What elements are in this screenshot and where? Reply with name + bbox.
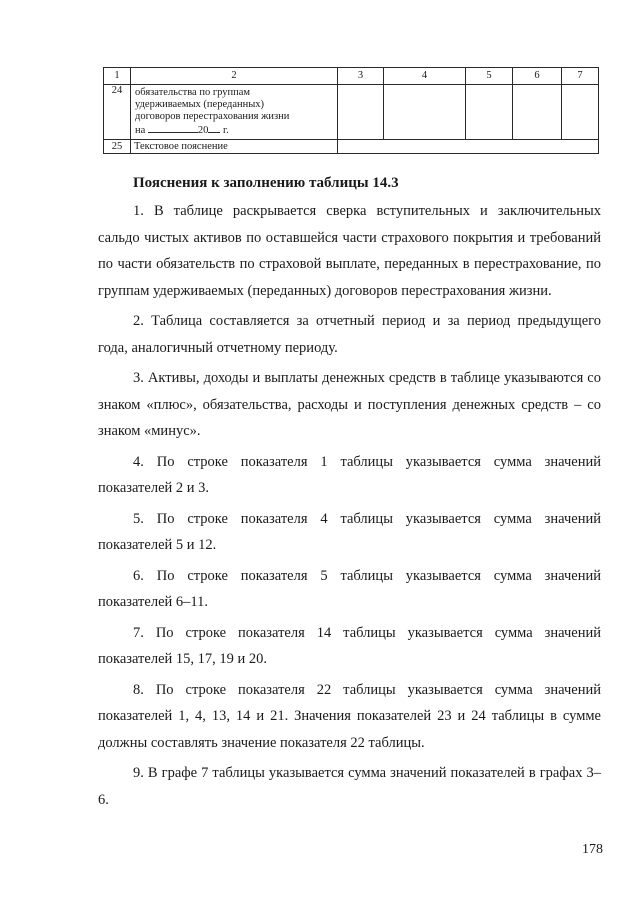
- column-header: 5: [466, 68, 513, 85]
- indicator-table: [103, 67, 599, 154]
- column-header: 7: [562, 68, 599, 85]
- table-row: [104, 85, 599, 140]
- date-line: [135, 123, 333, 137]
- value-cell: [384, 85, 466, 140]
- row-description: Текстовое пояснение: [131, 140, 338, 154]
- year-blank: [208, 123, 220, 133]
- paragraph: 8. По строке показателя 22 таблицы указывается сумма значений показателей 1, 4, 13, 14 и 21. Значения показателей 23 и 24 таблицы в сумме должны составлять значение показателя 22 таблицы.: [98, 681, 601, 751]
- paragraph: 6. По строке показателя 5 таблицы указывается сумма значений показателей 6–11.: [98, 567, 601, 610]
- column-header: 4: [384, 68, 466, 85]
- value-cell-merged: [338, 140, 599, 154]
- row-number: 24: [104, 85, 131, 140]
- value-cell: [513, 85, 562, 140]
- row-number: 25: [104, 140, 131, 154]
- date-blank: [148, 123, 198, 133]
- value-cell: [562, 85, 599, 140]
- date-year: 20: [197, 125, 209, 136]
- paragraph: 4. По строке показателя 1 таблицы указывается сумма значений показателей 2 и 3.: [98, 453, 601, 496]
- value-cell: [466, 85, 513, 140]
- date-prefix: на: [135, 125, 146, 136]
- section-heading: Пояснения к заполнению таблицы 14.3: [133, 175, 399, 191]
- date-suffix: г.: [223, 125, 229, 136]
- table-row: [104, 140, 599, 154]
- column-header: 6: [513, 68, 562, 85]
- paragraph: 3. Активы, доходы и выплаты денежных средств в таблице указываются со знаком «плюс», обязательства, расходы и поступления денежных средств – со знаком «минус».: [98, 370, 601, 439]
- column-header: 1: [104, 68, 131, 85]
- paragraph: 2. Таблица составляется за отчетный период и за период предыдущего года, аналогичный отчетному периоду.: [98, 313, 601, 356]
- table-header-row: [104, 68, 599, 85]
- row-description-line: договоров перестрахования жизни: [135, 111, 290, 122]
- page-number: 178: [582, 842, 603, 857]
- row-description-line: обязательства по группам: [135, 87, 251, 98]
- paragraph: 1. В таблице раскрывается сверка вступительных и заключительных сальдо чистых активов по оставшейся части страхового покрытия и требований по части обязательств по страховой выплате, переданных в перестрахование, по группам удерживаемых (переданных) договоров перестрахования жизни.: [98, 203, 601, 299]
- value-cell: [338, 85, 384, 140]
- paragraph: 5. По строке показателя 4 таблицы указывается сумма значений показателей 5 и 12.: [98, 510, 601, 553]
- paragraph: 7. По строке показателя 14 таблицы указывается сумма значений показателей 15, 17, 19 и 20.: [98, 624, 601, 667]
- row-description: [131, 85, 338, 140]
- column-header: 2: [131, 68, 338, 85]
- column-header: 3: [338, 68, 384, 85]
- row-description-line: удерживаемых (переданных): [135, 99, 265, 110]
- explanation-text: [98, 198, 601, 817]
- paragraph: 9. В графе 7 таблицы указывается сумма значений показателей в графах 3–6.: [98, 765, 601, 808]
